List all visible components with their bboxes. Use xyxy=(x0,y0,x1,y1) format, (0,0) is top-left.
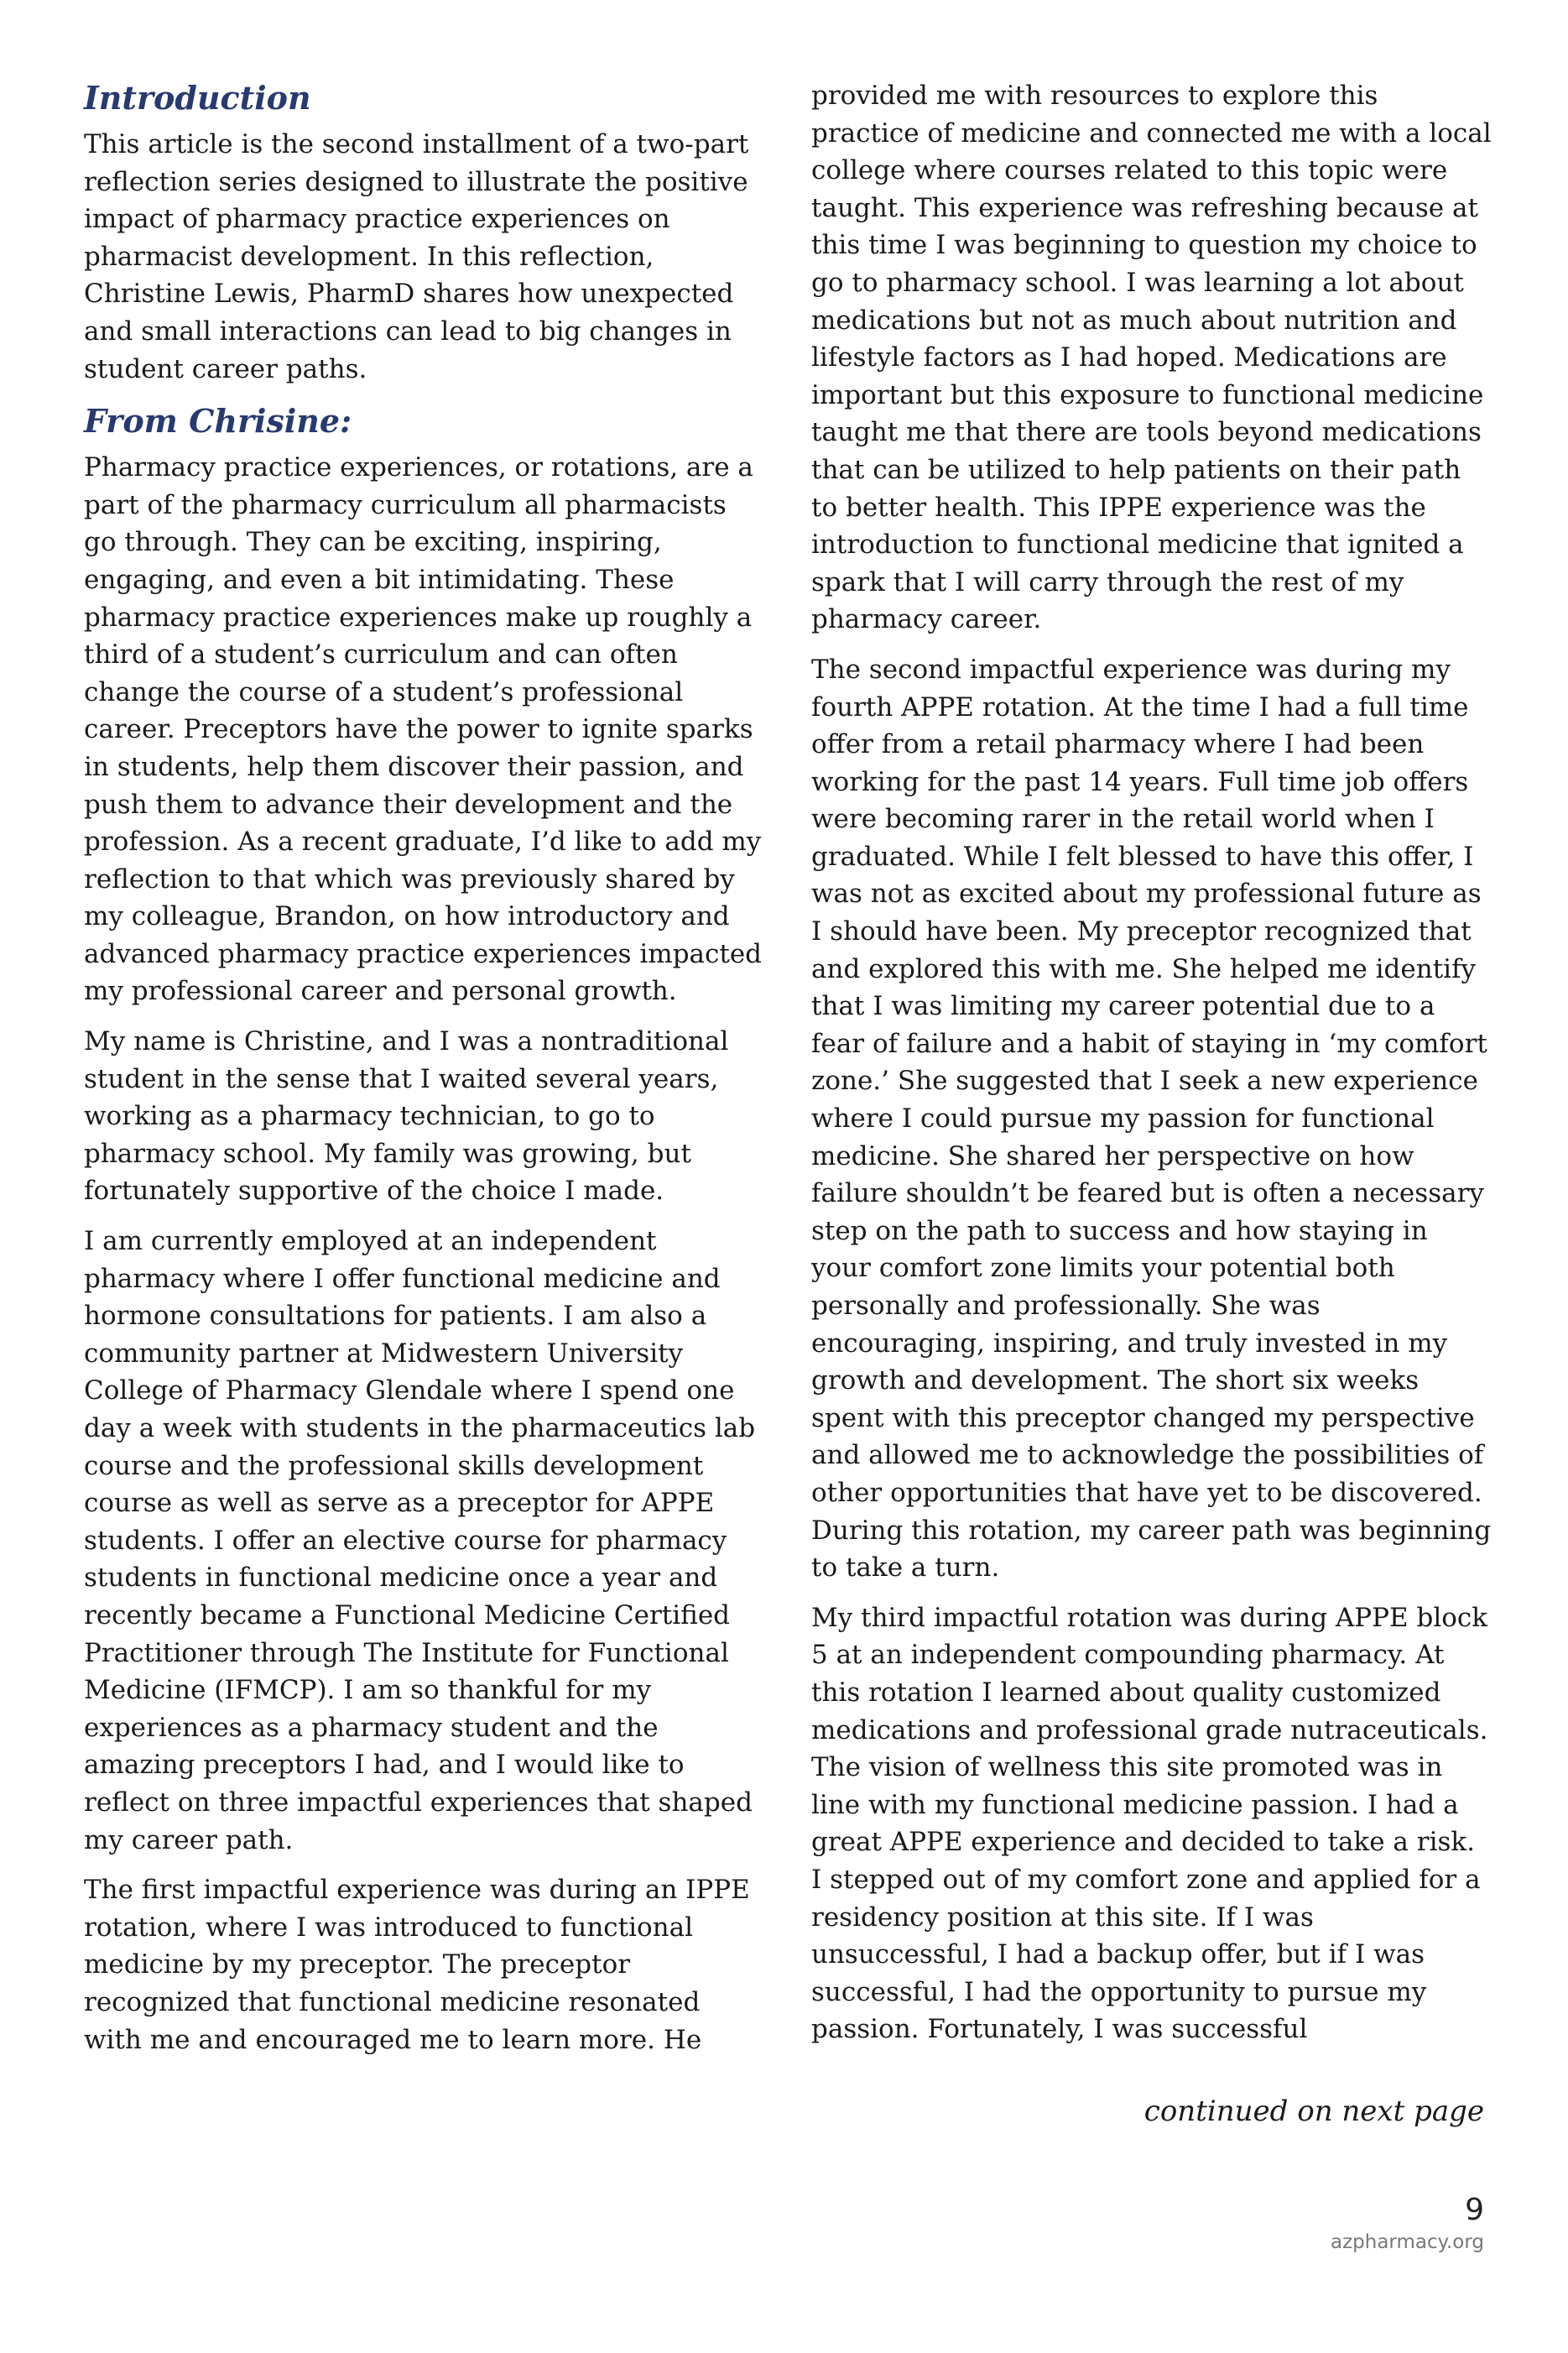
body-paragraph: I am currently employed at an independent pharmacy where I offer functional medicine and hormone consultations for patients. I am also a community partner at Midwestern University College of Pharmacy Glendale where I spend one day a week with students in the pharmaceutics lab course and the professional skills development course as well as serve as a preceptor for APPE students. I offer an elective course for pharmacy students in functional medicine once a year and recently became a Functional Medicine Certified Practitioner through The Institute for Functional Medicine (IFMCP). I am so thankful for my experiences as a pharmacy student and the amazing preceptors I had, and I would like to reflect on three impactful experiences that shaped my career path. xyxy=(84,1226,756,1855)
introduction-paragraph: This article is the second installment of a two-part reflection series designed to illustrate the positive impact of pharmacy practice experiences on pharmacist development. In this reflection, Christine Lewis, PharmD shares how unexpected and small interactions can lead to big changes in student career paths. xyxy=(84,129,749,384)
introduction-heading: Introduction xyxy=(84,79,311,117)
from-christine-heading: From Chrisine: xyxy=(84,402,352,441)
continued-note: continued on next page xyxy=(1143,2095,1484,2128)
left-column xyxy=(84,77,765,2071)
page-number: 9 xyxy=(1465,2193,1484,2227)
right-column xyxy=(811,77,1492,2061)
body-paragraph: The first impactful experience was during an IPPE rotation, where I was introduced to functional medicine by my preceptor. The preceptor recognized that functional medicine resonated with me and encouraged me to learn more. He xyxy=(84,1875,750,2055)
page-footer xyxy=(1331,2192,1484,2256)
body-paragraph: Pharmacy practice experiences, or rotations, are a part of the pharmacy curriculum all pharmacists go through. They can be exciting, inspiring, engaging, and even a bit intimidating. These pharmacy practice experiences make up roughly a third of a student’s curriculum and can often change the course of a student’s professional career. Preceptors have the power to ignite sparks in students, help them discover their passion, and push them to advance their development and the profession. As a recent graduate, I’d like to add my reflection to that which was previously shared by my colleague, Brandon, on how introductory and advanced pharmacy practice experiences impacted my professional career and personal growth. xyxy=(84,452,763,1007)
body-paragraph: My name is Christine, and I was a nontraditional student in the sense that I waited several years, working as a pharmacy technician, to go to pharmacy school. My family was growing, but fortunately supportive of the choice I made. xyxy=(84,1026,729,1207)
body-paragraph: provided me with resources to explore this practice of medicine and connected me with a local college where courses related to this topic were taught. This experience was refreshing because at this time I was beginning to question my choice to go to pharmacy school. I was learning a lot about medications but not as much about nutrition and lifestyle factors as I had hoped. Medications are important but this exposure to functional medicine taught me that there are tools beyond medications that can be utilized to help patients on their path to better health. This IPPE experience was the introduction to functional medicine that ignited a spark that I will carry through the rest of my pharmacy career. xyxy=(811,81,1492,635)
body-paragraph: The second impactful experience was during my fourth APPE rotation. At the time I had a full time offer from a retail pharmacy where I had been working for the past 14 years. Full time job offers were becoming rarer in the retail world when I graduated. While I felt blessed to have this offer, I was not as excited about my professional future as I should have been. My preceptor recognized that and explored this with me. She helped me identify that I was limiting my career potential due to a fear of failure and a habit of staying in ‘my comfort zone.’ She suggested that I seek a new experience where I could pursue my passion for functional medicine. She shared her perspective on how failure shouldn’t be feared but is often a necessary step on the path to success and how staying in your comfort zone limits your potential both personally and professionally. She was encouraging, inspiring, and truly invested in my growth and development. The short six weeks spent with this preceptor changed my perspective and allowed me to acknowledge the possibilities of other opportunities that have yet to be discovered. During this rotation, my career path was beginning to take a turn. xyxy=(811,654,1492,1583)
site-url: azpharmacy.org xyxy=(1330,2231,1484,2253)
body-paragraph: My third impactful rotation was during APPE block 5 at an independent compounding pharmacy. At this rotation I learned about quality customized medications and professional grade nutraceuticals. The vision of wellness this site promoted was in line with my functional medicine passion. I had a great APPE experience and decided to take a risk. I stepped out of my comfort zone and applied for a residency position at this site. If I was unsuccessful, I had a backup offer, but if I was successful, I had the opportunity to pursue my passion. Fortunately, I was successful xyxy=(811,1602,1488,2045)
